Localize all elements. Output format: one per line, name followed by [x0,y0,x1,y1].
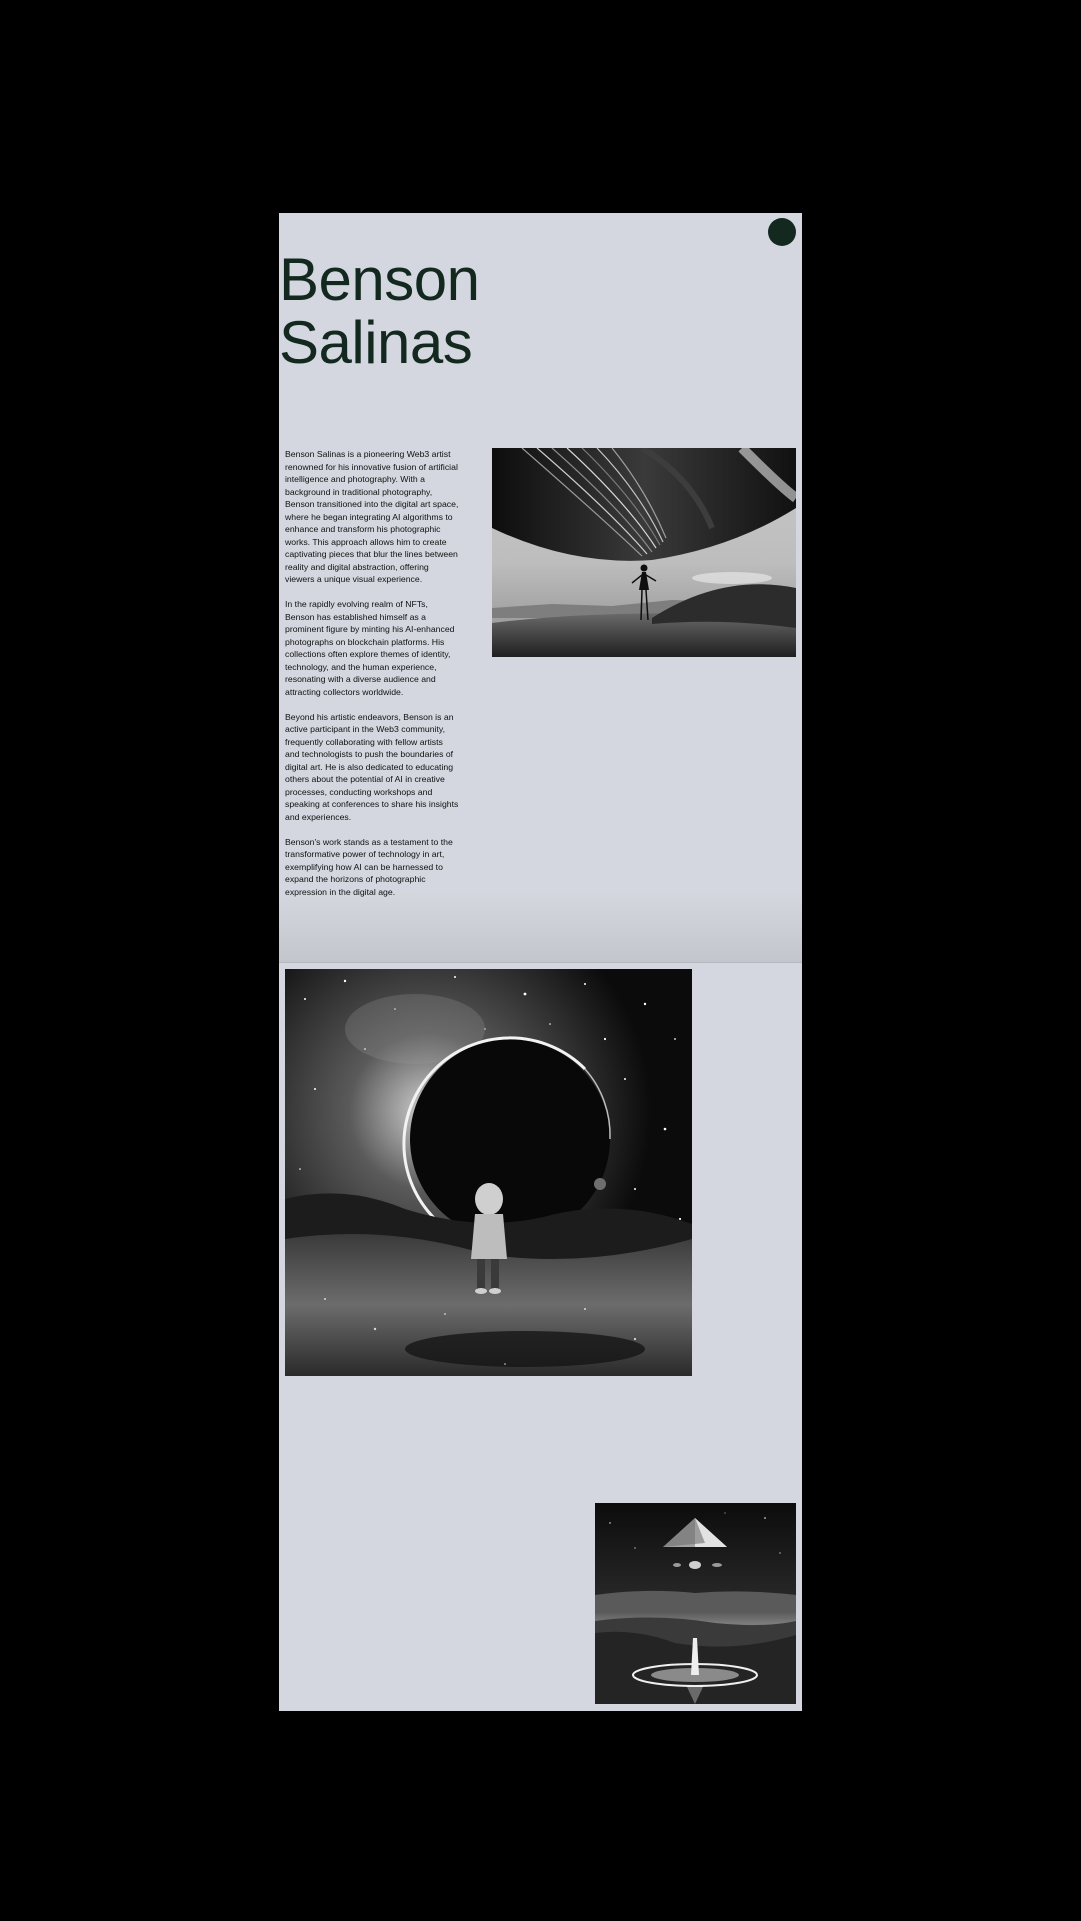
hero-section [279,213,802,962]
section-divider [279,962,802,963]
photo-pyramid-over-fountain[interactable] [595,1503,796,1704]
menu-dot-icon[interactable] [768,218,796,246]
title-last-name: Salinas [279,309,473,376]
photo-figure-under-curved-sculpture[interactable] [492,448,796,657]
portfolio-page [279,213,802,1711]
bio-paragraph: In the rapidly evolving realm of NFTs, Benson has established himself as a prominent figure by minting his AI-enhanced photographs on blockchain platforms. His collections often explore themes of identity, technology, and the human experience, resonating with a diverse audience and attracting collectors worldwide. [285,599,455,697]
photo-child-watching-eclipse[interactable] [285,969,692,1376]
bio-paragraph: Benson's work stands as a testament to the transformative power of technology in art, exemplifying how AI can be harnessed to expand the horizons of photographic expression in the digital age. [285,836,453,897]
bio-paragraph: Beyond his artistic endeavors, Benson is an active participant in the Web3 community, frequently collaborating with fellow artists and technologists to push the boundaries of digital art. He is also dedicated to educating others about the potential of AI in creative processes, conducting workshops and speaking at conferences to share his insights and experiences. [285,711,459,822]
photo-1-image [492,448,796,657]
page-title [279,248,579,374]
bio-paragraph: Benson Salinas is a pioneering Web3 artist renowned for his innovative fusion of artificial intelligence and photography. With a background in traditional photography, Benson transitioned into the digital art space, where he began integrating AI algorithms to enhance and transform his photographic works. This approach allows him to create captivating pieces that blur the lines between reality and digital abstraction, offering viewers a unique visual experience. [285,449,459,584]
photo-2-image [285,969,692,1376]
bio-text [285,448,459,911]
title-first-name: Benson [279,246,480,313]
photo-3-image [595,1503,796,1704]
